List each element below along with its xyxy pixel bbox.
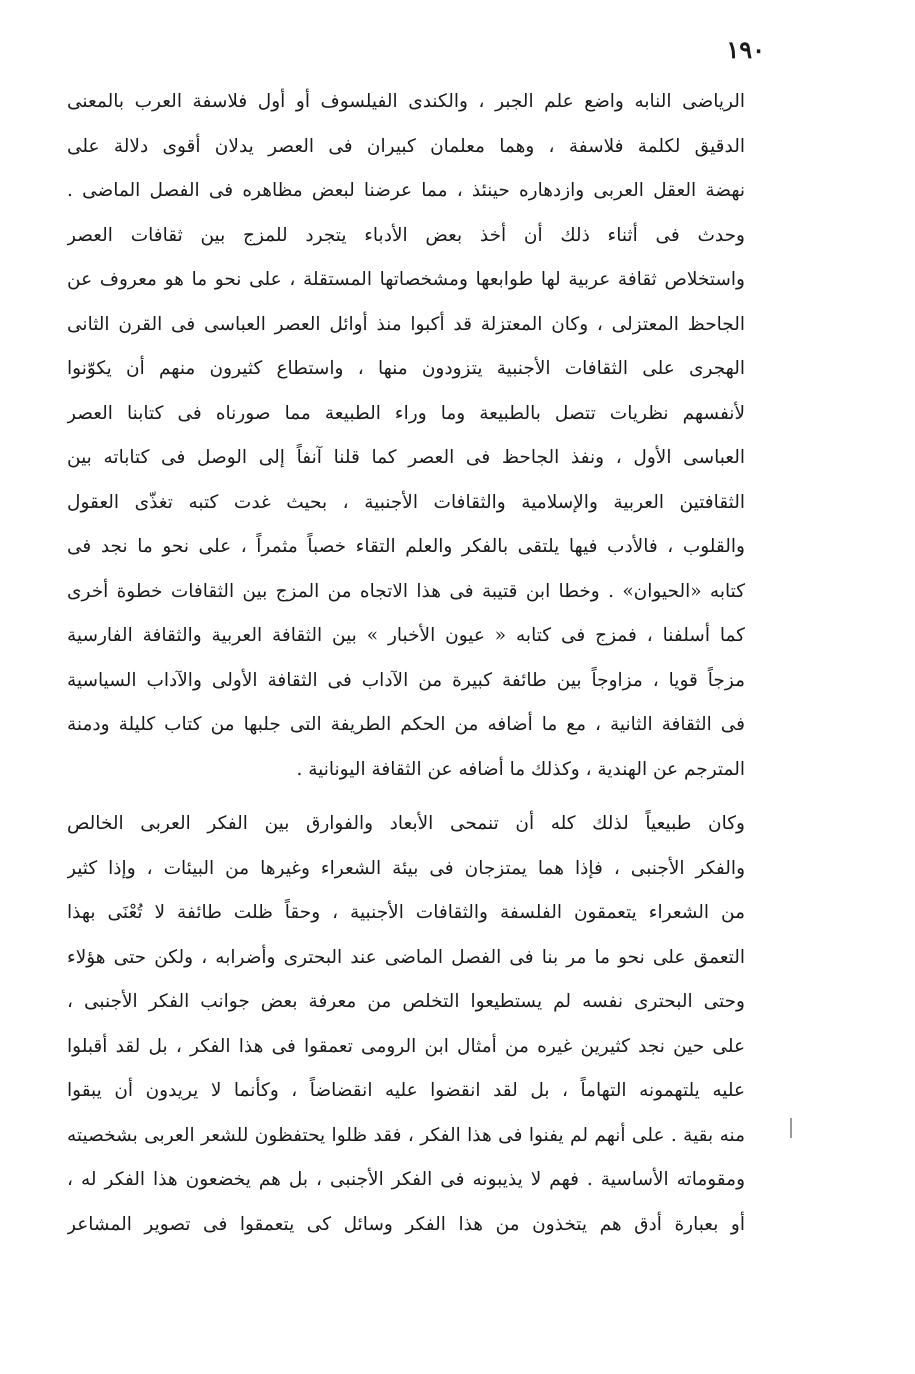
text-line: والقلوب ، فالأدب فيها يلتقى بالفكر والعلم التقاء خصباً مثمراً ، على نحو ما نجد فى	[67, 536, 745, 557]
text-line: كما أسلفنا ، فمزج فى كتابه « عيون الأخبار » بين الثقافة العربية والثقافة الفارسية	[67, 625, 745, 646]
text-line: العباسى الأول ، ونفذ الجاحظ فى العصر كما قلنا آنفاً إلى الوصل فى كتاباته بين	[67, 447, 745, 468]
text-line: الثقافتين العربية والإسلامية والثقافات الأجنبية ، بحيث غدت كتبه تغذّى العقول	[67, 491, 745, 513]
text-line: واستخلاص ثقافة عربية لها طوابعها ومشخصاتها المستقلة ، على نحو ما هو معروف عن	[67, 269, 745, 290]
text-line: الدقيق لكلمة فلاسفة ، وهما معلمان كبيران فى العصر يدلان أقوى دلالة على	[67, 135, 745, 157]
text-line: المترجم عن الهندية ، وكذلك ما أضافه عن الثقافة اليونانية .	[296, 758, 745, 780]
text-line: منه بقية . على أنهم لم يفنوا فى هذا الفكر ، فقد ظلوا يحتفظون للشعر العربى بشخصيته	[67, 1124, 745, 1146]
text-line: ومقوماته الأساسية . فهم لا يذيبونه فى الفكر الأجنبى ، بل هم يخضعون هذا الفكر له ،	[67, 1169, 745, 1190]
text-line: الرياضى النابه واضع علم الجبر ، والكندى الفيلسوف أو أول فلاسفة العرب بالمعنى	[67, 91, 745, 112]
text-line: لأنفسهم نظريات تتصل بالطبيعة وما وراء الطبيعة مما صورناه فى كتابنا العصر	[67, 402, 745, 424]
page-number: ١٩٠	[726, 35, 765, 64]
text-line: عليه يلتهمونه التهاماً ، بل لقد انقضوا عليه انقضاضاً ، وكأنما لا يريدون أن يبقوا	[67, 1080, 745, 1101]
text-line: نهضة العقل العربى وازدهاره حينئذ ، مما عرضنا لبعض مظاهره فى الفصل الماضى .	[67, 180, 745, 201]
text-line: كتابه «الحيوان» . وخطا ابن قتيبة فى هذا الاتجاه من المزج بين الثقافات خطوة أخرى	[67, 580, 745, 602]
text-line: التعمق على نحو ما مر بنا فى الفصل الماضى عند البحترى وأضرابه ، ولكن حتى هؤلاء	[67, 946, 745, 968]
paragraph-2	[67, 802, 745, 1247]
text-line: من الشعراء يتعمقون الفلسفة والثقافات الأجنبية ، وحقاً ظلت طائفة لا تُعْنَى بهذا	[67, 902, 745, 923]
text-line: على حين نجد كثيرين غيره من أمثال ابن الرومى تعمقوا فى هذا الفكر ، بل لقد أقبلوا	[67, 1035, 745, 1057]
text-line: فى الثقافة الثانية ، مع ما أضافه من الحكم الطريفة التى جلبها من كتاب كليلة ودمنة	[67, 714, 745, 735]
text-line: والفكر الأجنبى ، فإذا هما يمتزجان فى بيئة الشعراء وغيرها من البيئات ، وإذا كثير	[67, 857, 745, 879]
paragraph-1	[67, 80, 745, 792]
text-line: وحدث فى أثناء ذلك أن أخذ بعض الأدباء يتجرد للمزج بين ثقافات العصر	[67, 224, 745, 246]
paragraph-break	[67, 792, 745, 802]
text-line: وحتى البحترى نفسه لم يستطيعوا التخلص من معرفة بعض جوانب الفكر الأجنبى ،	[67, 991, 745, 1012]
body-text	[67, 80, 745, 1247]
margin-mark	[790, 1118, 792, 1138]
text-line: أو بعبارة أدق هم يتخذون من هذا الفكر وسائل كى يتعمقوا فى تصوير المشاعر	[67, 1213, 745, 1235]
text-line: الهجرى على الثقافات الأجنبية يتزودون منها ، واستطاع كثيرون منهم أن يكوّنوا	[67, 358, 745, 379]
text-line: الجاحظ المعتزلى ، وكان المعتزلة قد أكبوا منذ أوائل العصر العباسى فى القرن الثانى	[67, 313, 745, 335]
text-line: مزجاً قويا ، مزاوجاً بين طائفة كبيرة من الآداب فى الثقافة الأولى والآداب السياسية	[67, 669, 745, 691]
text-line: وكان طبيعياً لذلك كله أن تنمحى الأبعاد والفوارق بين الفكر العربى الخالص	[67, 813, 745, 834]
